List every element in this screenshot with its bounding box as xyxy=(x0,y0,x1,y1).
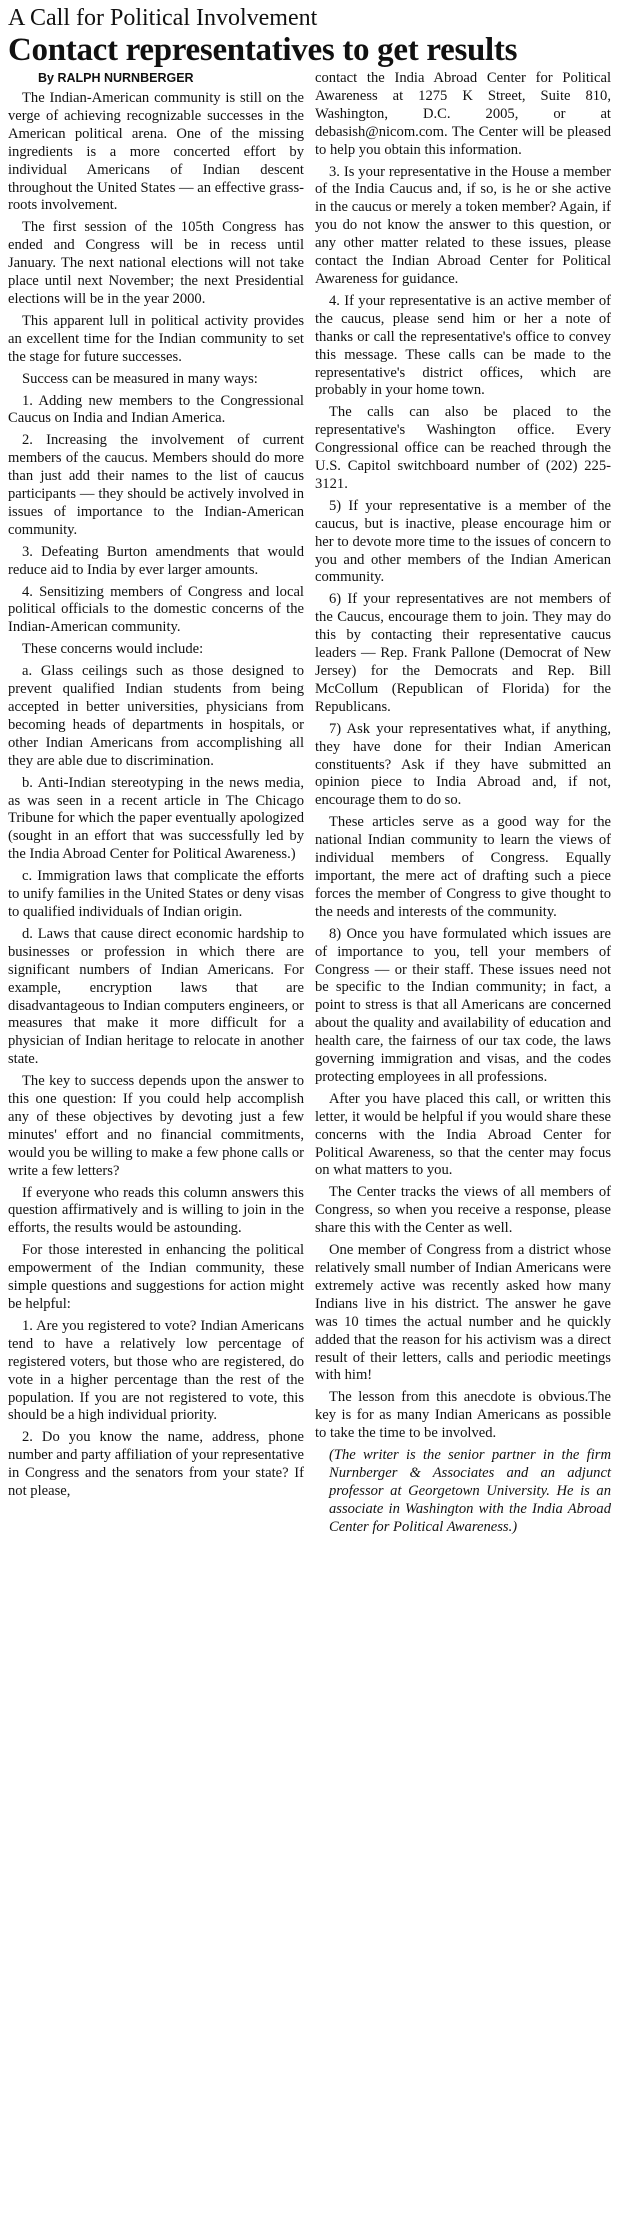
byline: By RALPH NURNBERGER xyxy=(38,71,194,85)
paragraph: These concerns would include: xyxy=(22,641,204,658)
paragraph: 4. Sensitizing members of Congress and local political officials to the domestic concerns of the Indian-American community. xyxy=(8,583,304,636)
paragraph: 6) If your representatives are not members of the Caucus, encourage them to join. They may do this by contacting their representative caucus leaders — Rep. Frank Pallone (Democrat of New Jersey) for the Democrats and Rep. Bill McCollum (Republican of Florida) for the Republicans. xyxy=(315,591,611,715)
paragraph: c. Immigration laws that complicate the efforts to unify families in the United States or deny visas to qualified individuals of Indian origin. xyxy=(8,868,304,920)
paragraph: The first session of the 105th Congress has ended and Congress will be in recess until January. The next national elections will not take place until next November; the next Presidential elections will be in the year 2000. xyxy=(8,219,304,307)
right-column xyxy=(315,70,611,1541)
paragraph: This apparent lull in political activity provides an excellent time for the Indian community to set the stage for future successes. xyxy=(8,312,304,365)
left-column xyxy=(8,70,304,1541)
paragraph: d. Laws that cause direct economic hardship to businesses or profession in which there are significant numbers of Indian Americans. For example, encryption laws that are disadvantageous to Indian computers engineers, or measures that make it more difficult for a physician of Indian heritage to relocate in another state. xyxy=(8,925,304,1068)
paragraph: 1. Adding new members to the Congressional Caucus on India and Indian America. xyxy=(8,392,304,427)
paragraph: The calls can also be placed to the representative's Washington office. Every Congressional office can be reached through the U.S. Capitol switchboard number of (202) 225-3121. xyxy=(315,404,611,492)
paragraph: 2. Do you know the name, address, phone number and party affiliation of your representative in Congress and the senators from your state? If not please, xyxy=(8,1429,304,1500)
paragraph: For those interested in enhancing the political empowerment of the Indian community, these simple questions and suggestions for action might be helpful: xyxy=(8,1242,304,1312)
paragraph: 7) Ask your representatives what, if anything, they have done for their Indian American constituents? Ask if they have submitted an opinion piece to India Abroad and, if not, encourage them to do so. xyxy=(315,720,611,809)
paragraph: 3. Is your representative in the House a member of the India Caucus and, if so, is he or she active in the caucus or merely a token member? Again, if you do not know the answer to this question, or any other matter related to these issues, please contact the Indian Abroad Center for Political Awareness for guidance. xyxy=(315,163,611,287)
paragraph: The Indian-American community is still on the verge of achieving recognizable successes in the American political arena. One of the missing ingredients is a more concerted effort by individual Americans of Indian descent throughout the United States — an effective grass-roots involvement. xyxy=(8,90,304,214)
paragraph: a. Glass ceilings such as those designed to prevent qualified Indian students from being accepted in better universities, physicians from becoming heads of departments in hospitals, or other Indian Americans from accomplishing all they are able due to discrimination. xyxy=(8,663,304,769)
paragraph: 8) Once you have formulated which issues are of importance to you, tell your members of Congress — or their staff. These issues need not be specific to the Indian community; in fact, a point to stress is that all Americans are concerned about the quality and availability of education and health care, the fairness of our tax code, the laws governing immigration and visas, and the codes protecting employees in all professions. xyxy=(315,925,611,1085)
paragraph: Success can be measured in many ways: xyxy=(22,370,258,387)
paragraph: 3. Defeating Burton amendments that would reduce aid to India by ever larger amounts. xyxy=(8,543,304,578)
paragraph: The lesson from this anecdote is obvious.The key is for as many Indian Americans as possible to take the time to be involved. xyxy=(315,1389,611,1442)
paragraph: 4. If your representative is an active member of the caucus, please send him or her a note of thanks or call the representative's office to convey this message. These calls can be made to the representative's district offices, which are probably in your home town. xyxy=(315,292,611,399)
paragraph: After you have placed this call, or written this letter, it would be helpful if you would share these concerns with the India Abroad Center for Political Awareness, so that the center may focus on what matters to you. xyxy=(315,1090,611,1179)
paragraph: 2. Increasing the involvement of current members of the caucus. Members should do more than just add their names to the list of caucus participants — they should be actively involved in issues of importance to the Indian-American community. xyxy=(8,432,304,538)
article-kicker: A Call for Political Involvement xyxy=(8,5,318,31)
paragraph: If everyone who reads this column answers this question affirmatively and is willing to join in the efforts, the results would be astounding. xyxy=(8,1184,304,1237)
article-headline: Contact representatives to get results xyxy=(8,32,518,68)
author-note: (The writer is the senior partner in the firm Nurnberger & Associates and an adjunct professor at Georgetown University. He is an associate in Washington with the India Abroad Center for Political Awareness.) xyxy=(329,1447,611,1535)
paragraph: One member of Congress from a district whose relatively small number of Indian Americans were extremely active was recently asked how many Indians live in his district. The answer he gave was 10 times the actual number and he quickly added that the reason for his activism was a direct result of their letters, calls and periodic meetings with him! xyxy=(315,1242,611,1384)
paragraph: 1. Are you registered to vote? Indian Americans tend to have a relatively low percentage of registered voters, but those who are registered, do vote in a higher percentage than the rest of the population. If you are not registered to vote, this should be a high individual priority. xyxy=(8,1317,304,1424)
paragraph: 5) If your representative is a member of the caucus, but is inactive, please encourage him or her to devote more time to the issues of concern to you and other members of the Indian American community. xyxy=(315,497,611,586)
paragraph: The Center tracks the views of all members of Congress, so when you receive a response, please share this with the Center as well. xyxy=(315,1184,611,1237)
paragraph: contact the India Abroad Center for Political Awareness at 1275 K Street, Suite 810, Washington, D.C. 2005, or at debasish@nicom.com. The Center will be pleased to help you obtain this information. xyxy=(315,70,611,158)
paragraph: The key to success depends upon the answer to this one question: If you could help accomplish any of these objectives by devoting just a few minutes' effort and no financial commitments, would you be willing to make a few phone calls or write a few letters? xyxy=(8,1073,304,1179)
article-columns xyxy=(8,70,611,1541)
paragraph: b. Anti-Indian stereotyping in the news media, as was seen in a recent article in The Chicago Tribune for which the paper eventually apologized (sought in an effort that was successfully led by the India Abroad Center for Political Awareness.) xyxy=(8,774,304,863)
paragraph: These articles serve as a good way for the national Indian community to learn the views of individual members of Congress. Equally important, the mere act of drafting such a piece forces the member of Congress to give thought to the needs and interests of the community. xyxy=(315,814,611,920)
